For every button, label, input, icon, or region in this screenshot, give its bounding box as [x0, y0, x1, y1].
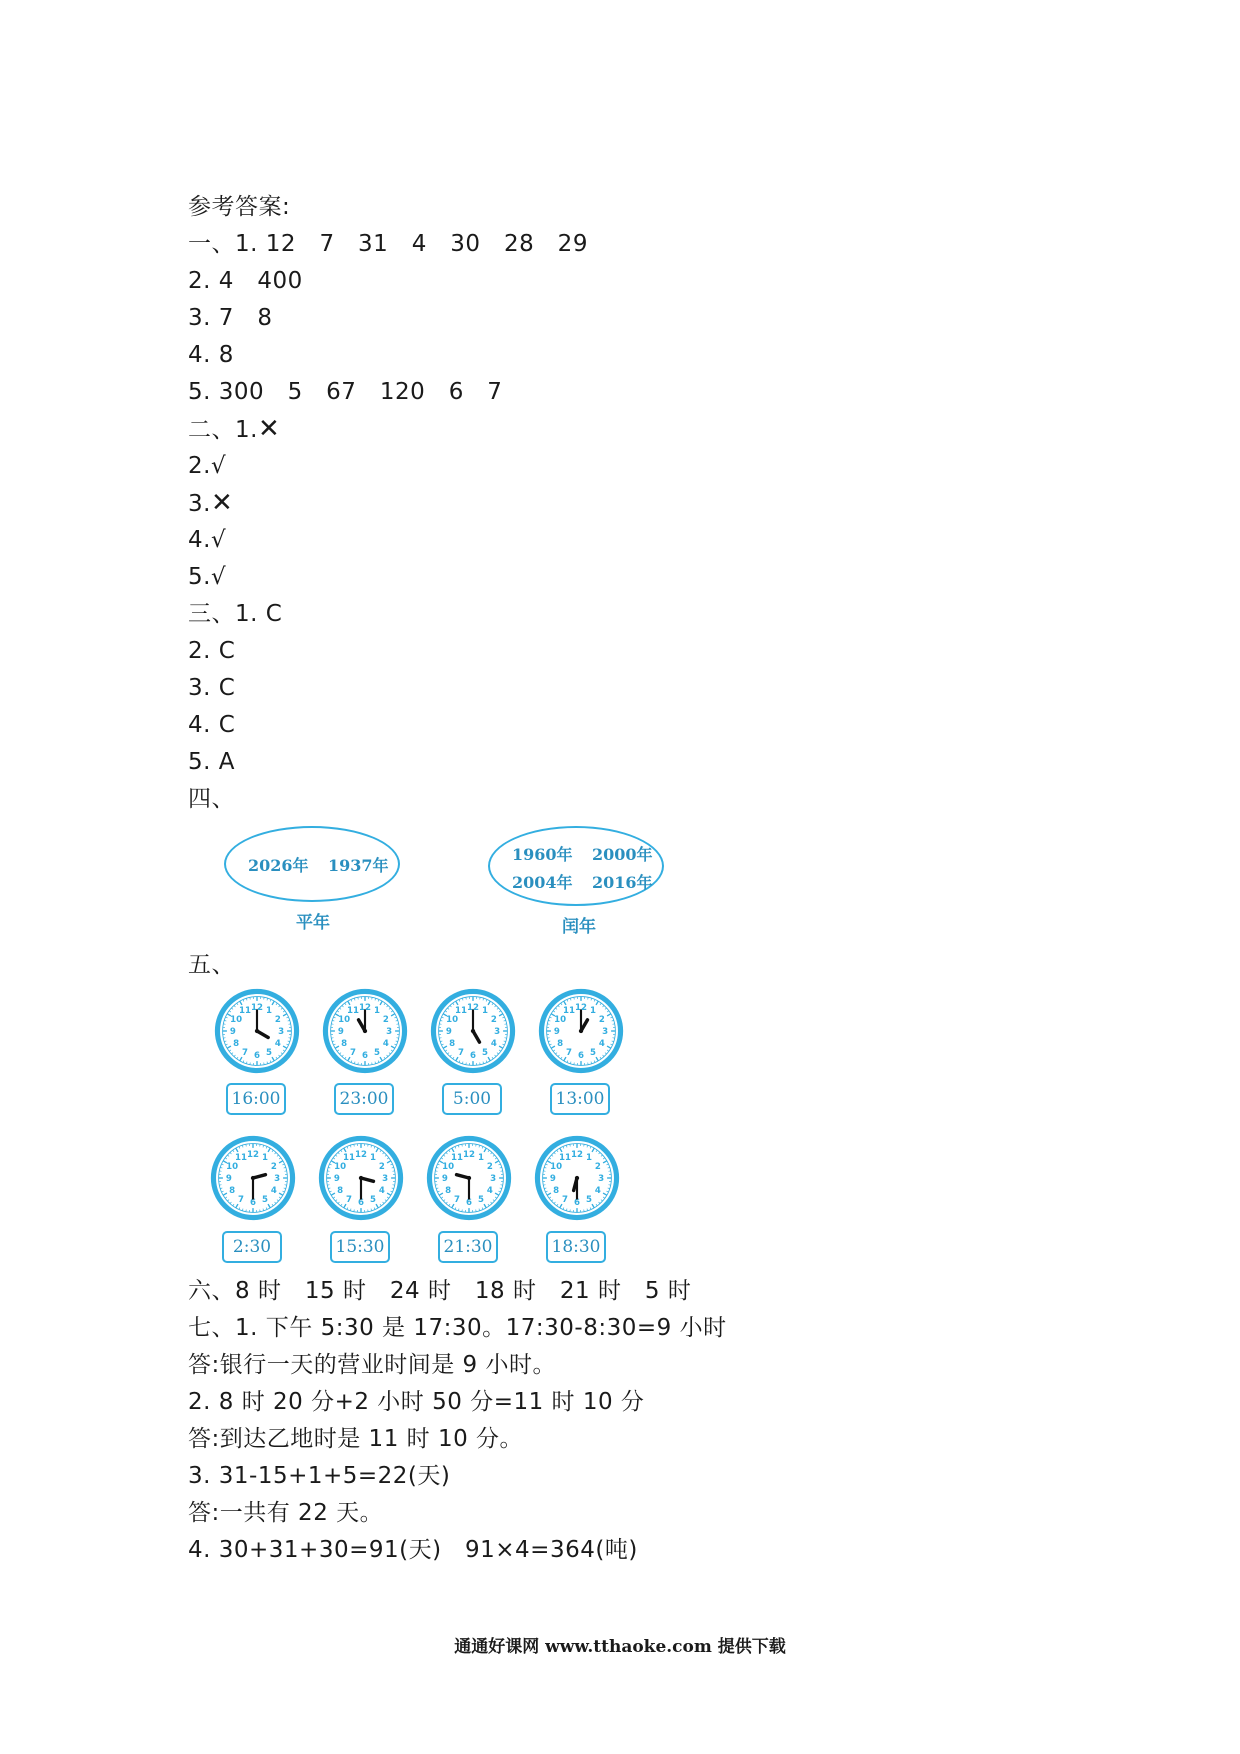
- clock-face-18:30: [534, 1135, 620, 1221]
- svg-text:3: 3: [386, 1027, 393, 1038]
- svg-text:5: 5: [482, 1047, 489, 1058]
- clock-time-label: 2:30: [222, 1231, 282, 1263]
- clock-face-23:00: [322, 988, 408, 1074]
- section7-line3: 2. 8 时 20 分+2 小时 50 分=11 时 10 分: [188, 1389, 645, 1415]
- clock-face-16:00: [214, 988, 300, 1074]
- section5-heading: 五、: [188, 952, 235, 978]
- svg-text:7: 7: [561, 1194, 568, 1205]
- svg-text:4: 4: [382, 1039, 389, 1050]
- svg-text:3: 3: [602, 1027, 609, 1038]
- svg-text:11: 11: [238, 1006, 251, 1017]
- section1-line3: 3. 7 8: [188, 305, 273, 331]
- section2-line1: 二、1.✕: [188, 414, 281, 444]
- svg-text:4: 4: [490, 1039, 497, 1050]
- svg-text:12: 12: [247, 1149, 259, 1160]
- svg-text:1: 1: [478, 1153, 485, 1164]
- svg-text:10: 10: [554, 1014, 567, 1025]
- svg-text:6: 6: [254, 1051, 260, 1062]
- svg-text:2: 2: [378, 1161, 385, 1172]
- clock-time-label: 16:00: [226, 1083, 286, 1115]
- svg-text:9: 9: [549, 1174, 556, 1185]
- svg-text:6: 6: [470, 1051, 476, 1062]
- svg-text:1: 1: [374, 1006, 381, 1017]
- section6-line1: 六、8 时 15 时 24 时 18 时 21 时 5 时: [188, 1278, 692, 1304]
- section2-line4: 4.√: [188, 527, 227, 553]
- svg-text:2: 2: [490, 1014, 497, 1025]
- svg-text:7: 7: [237, 1194, 244, 1205]
- svg-text:11: 11: [454, 1006, 467, 1017]
- svg-text:5: 5: [586, 1194, 593, 1205]
- svg-text:4: 4: [598, 1039, 605, 1050]
- svg-text:9: 9: [445, 1027, 452, 1038]
- svg-text:3: 3: [382, 1174, 389, 1185]
- svg-text:8: 8: [233, 1039, 240, 1050]
- svg-text:6: 6: [362, 1051, 368, 1062]
- leap-year-label: 闰年: [562, 917, 596, 937]
- svg-text:7: 7: [241, 1047, 248, 1058]
- svg-text:8: 8: [553, 1186, 560, 1197]
- svg-text:1: 1: [586, 1153, 593, 1164]
- svg-text:5: 5: [370, 1194, 377, 1205]
- clock-time-label: 15:30: [330, 1231, 390, 1263]
- clock-time-label: 23:00: [334, 1083, 394, 1115]
- common-year-label: 平年: [296, 913, 330, 933]
- leap-year-oval: [488, 826, 664, 906]
- svg-text:2: 2: [486, 1161, 493, 1172]
- section1-line1: 一、1. 12 7 31 4 30 28 29: [188, 231, 588, 257]
- svg-text:12: 12: [251, 1002, 263, 1013]
- svg-text:10: 10: [334, 1161, 347, 1172]
- section3-line5: 5. A: [188, 749, 235, 775]
- svg-text:1: 1: [266, 1006, 273, 1017]
- svg-text:12: 12: [463, 1149, 475, 1160]
- svg-text:6: 6: [250, 1198, 256, 1209]
- clock-face-21:30: [426, 1135, 512, 1221]
- svg-text:8: 8: [557, 1039, 564, 1050]
- section7-line4: 答:到达乙地时是 11 时 10 分。: [188, 1426, 524, 1452]
- svg-text:2: 2: [270, 1161, 277, 1172]
- svg-text:11: 11: [562, 1006, 575, 1017]
- clock-face-2:30: [210, 1135, 296, 1221]
- svg-text:3: 3: [274, 1174, 281, 1185]
- svg-text:7: 7: [345, 1194, 352, 1205]
- clock-time-label: 21:30: [438, 1231, 498, 1263]
- svg-text:11: 11: [342, 1153, 355, 1164]
- section3-line3: 3. C: [188, 675, 236, 701]
- section7-line7: 4. 30+31+30=91(天) 91×4=364(吨): [188, 1537, 638, 1563]
- svg-text:12: 12: [359, 1002, 371, 1013]
- svg-text:3: 3: [494, 1027, 501, 1038]
- svg-text:9: 9: [225, 1174, 232, 1185]
- common-year-2: 1937年: [328, 856, 389, 875]
- svg-text:10: 10: [446, 1014, 459, 1025]
- svg-text:2: 2: [382, 1014, 389, 1025]
- section7-line1: 七、1. 下午 5:30 是 17:30。17:30-8:30=9 小时: [188, 1315, 727, 1341]
- leap-year-1: 1960年: [512, 845, 573, 864]
- check-mark-icon: √: [210, 527, 227, 553]
- svg-text:10: 10: [230, 1014, 243, 1025]
- svg-text:4: 4: [594, 1186, 601, 1197]
- section7-line5: 3. 31-15+1+5=22(天): [188, 1463, 451, 1489]
- svg-text:2: 2: [598, 1014, 605, 1025]
- svg-text:5: 5: [590, 1047, 597, 1058]
- svg-text:12: 12: [467, 1002, 479, 1013]
- clock-face-13:00: [538, 988, 624, 1074]
- answer-title: 参考答案:: [188, 194, 291, 220]
- svg-text:5: 5: [262, 1194, 269, 1205]
- leap-year-4: 2016年: [592, 873, 653, 892]
- svg-text:3: 3: [278, 1027, 285, 1038]
- svg-text:4: 4: [378, 1186, 385, 1197]
- svg-text:12: 12: [355, 1149, 367, 1160]
- section2-line5: 5.√: [188, 564, 227, 590]
- common-year-1: 2026年: [248, 856, 309, 875]
- svg-text:4: 4: [486, 1186, 493, 1197]
- section1-line5: 5. 300 5 67 120 6 7: [188, 379, 503, 405]
- clock-face-5:00: [430, 988, 516, 1074]
- check-mark-icon: √: [210, 453, 227, 479]
- svg-text:1: 1: [482, 1006, 489, 1017]
- svg-text:10: 10: [226, 1161, 239, 1172]
- common-year-oval: [224, 826, 400, 902]
- svg-text:10: 10: [338, 1014, 351, 1025]
- section2-line3: 3.✕: [188, 488, 234, 518]
- svg-text:7: 7: [349, 1047, 356, 1058]
- svg-text:10: 10: [550, 1161, 563, 1172]
- svg-text:7: 7: [453, 1194, 460, 1205]
- svg-text:6: 6: [358, 1198, 364, 1209]
- svg-text:9: 9: [333, 1174, 340, 1185]
- svg-text:1: 1: [590, 1006, 597, 1017]
- svg-text:5: 5: [478, 1194, 485, 1205]
- svg-text:6: 6: [574, 1198, 580, 1209]
- clock-time-label: 5:00: [442, 1083, 502, 1115]
- svg-text:7: 7: [457, 1047, 464, 1058]
- svg-text:9: 9: [553, 1027, 560, 1038]
- svg-text:11: 11: [450, 1153, 463, 1164]
- section3-line4: 4. C: [188, 712, 236, 738]
- svg-text:10: 10: [442, 1161, 455, 1172]
- svg-text:11: 11: [234, 1153, 247, 1164]
- svg-text:11: 11: [346, 1006, 359, 1017]
- svg-text:4: 4: [274, 1039, 281, 1050]
- clock-time-label: 13:00: [550, 1083, 610, 1115]
- svg-text:8: 8: [445, 1186, 452, 1197]
- svg-text:8: 8: [341, 1039, 348, 1050]
- clock-face-15:30: [318, 1135, 404, 1221]
- svg-text:9: 9: [441, 1174, 448, 1185]
- svg-text:2: 2: [274, 1014, 281, 1025]
- cross-mark-icon: ✕: [257, 414, 281, 444]
- section1-line2: 2. 4 400: [188, 268, 303, 294]
- svg-text:1: 1: [262, 1153, 269, 1164]
- svg-text:7: 7: [565, 1047, 572, 1058]
- section7-line6: 答:一共有 22 天。: [188, 1500, 384, 1526]
- footer-text: 通通好课网 www.tthaoke.com 提供下载: [454, 1637, 786, 1657]
- section2-line2: 2.√: [188, 453, 227, 479]
- section3-line2: 2. C: [188, 638, 236, 664]
- leap-year-3: 2004年: [512, 873, 573, 892]
- section1-line4: 4. 8: [188, 342, 234, 368]
- clock-time-label: 18:30: [546, 1231, 606, 1263]
- svg-text:12: 12: [575, 1002, 587, 1013]
- svg-text:6: 6: [466, 1198, 472, 1209]
- svg-text:1: 1: [370, 1153, 377, 1164]
- svg-text:4: 4: [270, 1186, 277, 1197]
- svg-text:5: 5: [374, 1047, 381, 1058]
- svg-text:6: 6: [578, 1051, 584, 1062]
- svg-text:3: 3: [598, 1174, 605, 1185]
- leap-year-2: 2000年: [592, 845, 653, 864]
- section7-line2: 答:银行一天的营业时间是 9 小时。: [188, 1352, 557, 1378]
- svg-text:3: 3: [490, 1174, 497, 1185]
- svg-text:12: 12: [571, 1149, 583, 1160]
- svg-text:8: 8: [449, 1039, 456, 1050]
- section3-line1: 三、1. C: [188, 601, 283, 627]
- svg-text:9: 9: [229, 1027, 236, 1038]
- cross-mark-icon: ✕: [210, 488, 234, 518]
- svg-text:2: 2: [594, 1161, 601, 1172]
- section4-heading: 四、: [188, 786, 235, 812]
- svg-text:8: 8: [229, 1186, 236, 1197]
- svg-text:8: 8: [337, 1186, 344, 1197]
- svg-text:5: 5: [266, 1047, 273, 1058]
- svg-text:9: 9: [337, 1027, 344, 1038]
- check-mark-icon: √: [210, 564, 227, 590]
- svg-text:11: 11: [558, 1153, 571, 1164]
